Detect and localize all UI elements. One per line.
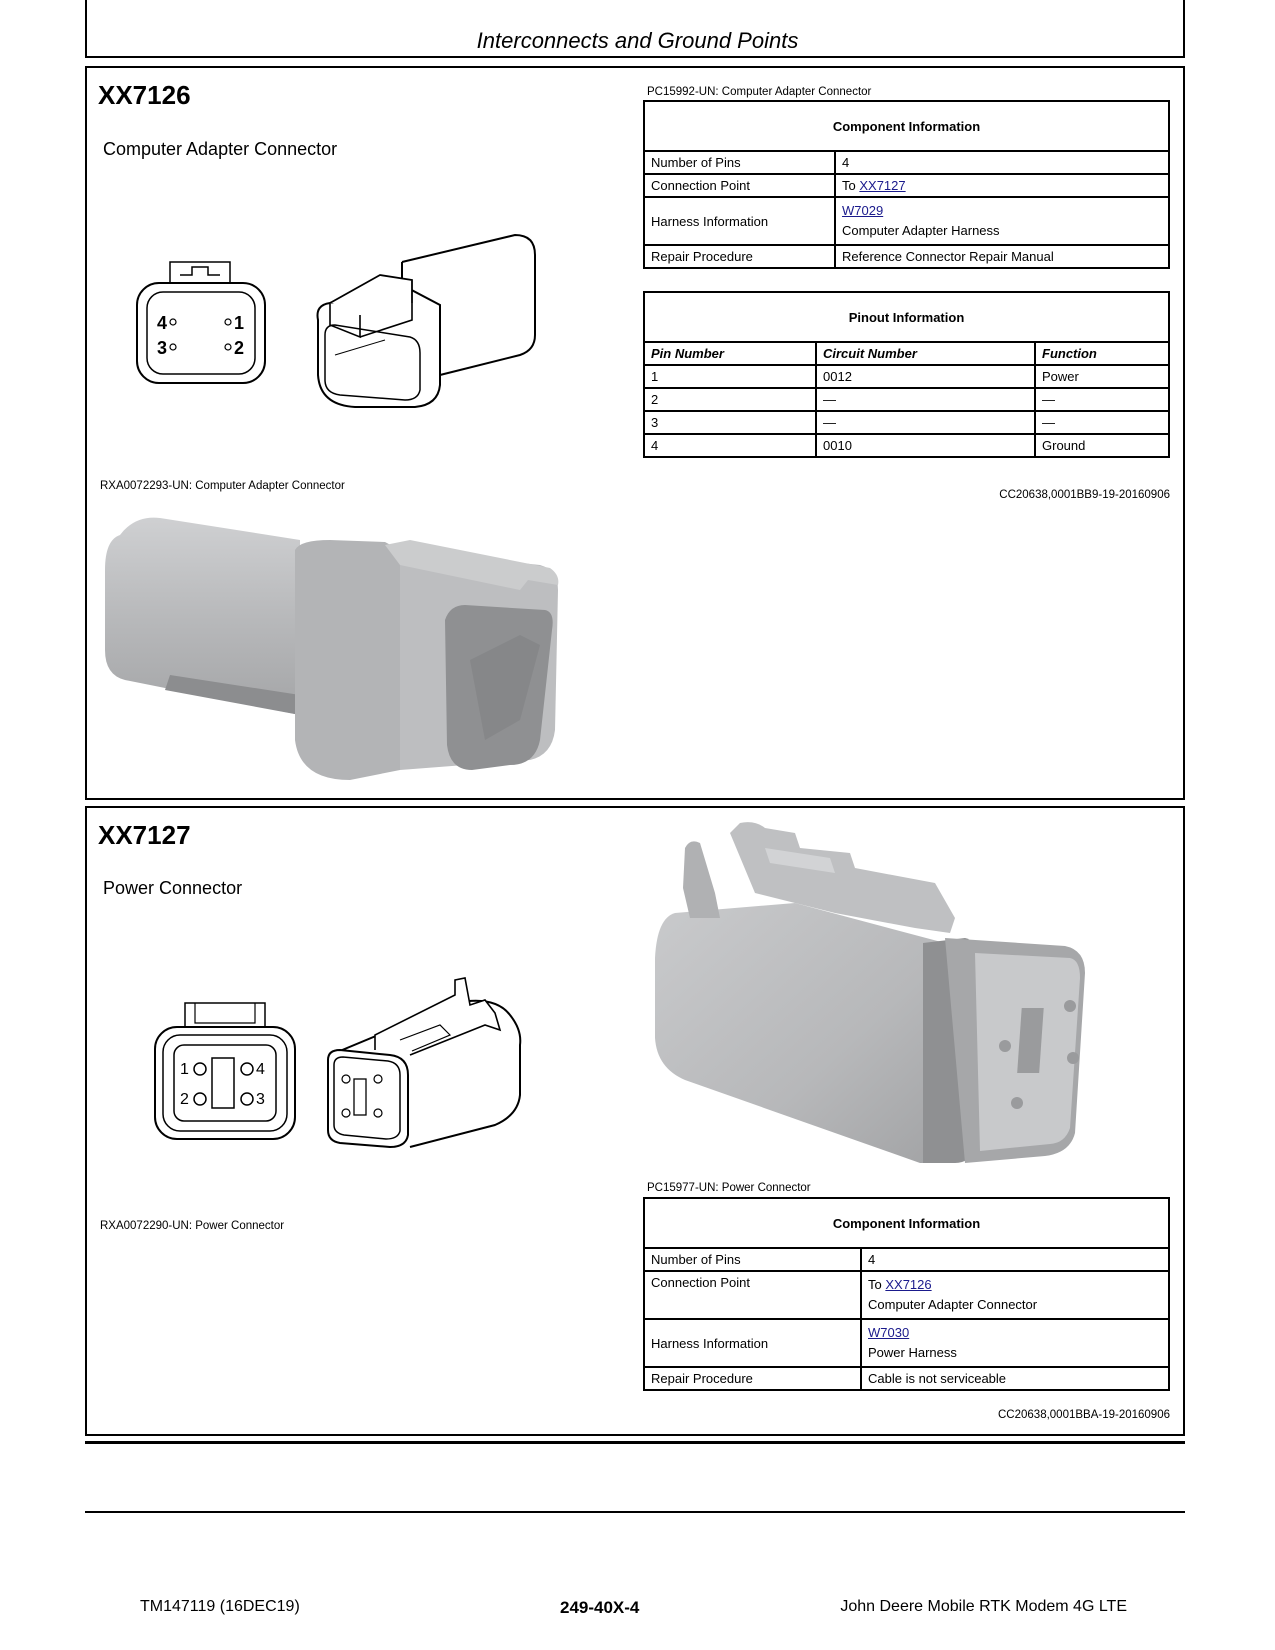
pin-label-4: 4 [256, 1061, 265, 1078]
table-row [644, 1367, 1169, 1390]
cell: — [1035, 388, 1169, 411]
row-value: Power Harness [868, 1345, 957, 1360]
column-header: Circuit Number [816, 342, 1035, 365]
cell: — [816, 388, 1035, 411]
row-prefix: To [868, 1277, 882, 1292]
table-row [644, 151, 1169, 174]
connector-drawing-xx7127 [150, 975, 530, 1150]
pin-label-3: 3 [157, 338, 168, 358]
pin-label-1: 1 [234, 313, 245, 333]
column-header: Pin Number [644, 342, 816, 365]
row-prefix: To [842, 178, 856, 193]
connection-link-xx7126[interactable]: XX7126 [885, 1277, 932, 1292]
photo-caption: PC15977-UN: Power Connector [647, 1182, 811, 1194]
cell: 0010 [816, 434, 1035, 457]
table-header-row [644, 342, 1169, 365]
table-row [644, 1248, 1169, 1271]
component-info-table-xx7126 [643, 100, 1170, 269]
divider [85, 1441, 1185, 1444]
cell: Ground [1035, 434, 1169, 457]
table-row [644, 174, 1169, 197]
footer-doc-id: TM147119 (16DEC19) [140, 1598, 300, 1615]
cell: 2 [644, 388, 816, 411]
table-row [644, 197, 1169, 245]
row-label: Connection Point [644, 174, 835, 197]
pin-label-1: 1 [180, 1061, 189, 1078]
reference-code: CC20638,0001BBA-19-20160906 [998, 1409, 1170, 1421]
reference-code: CC20638,0001BB9-19-20160906 [999, 489, 1170, 501]
table-heading: Pinout Information [644, 292, 1169, 342]
page-header-title: Interconnects and Ground Points [476, 28, 799, 53]
photo-caption: PC15992-UN: Computer Adapter Connector [647, 86, 872, 98]
table-row [644, 1319, 1169, 1367]
table-row [644, 411, 1169, 434]
cell: 1 [644, 365, 816, 388]
row-label: Number of Pins [644, 151, 835, 174]
table-heading: Component Information [644, 1198, 1169, 1248]
row-label: Repair Procedure [644, 1367, 861, 1390]
row-value: Reference Connector Repair Manual [835, 245, 1169, 268]
table-row [644, 245, 1169, 268]
row-value: Computer Adapter Connector [868, 1297, 1038, 1312]
column-header: Function [1035, 342, 1169, 365]
row-label: Harness Information [644, 197, 835, 245]
cell: Power [1035, 365, 1169, 388]
harness-link-w7030[interactable]: W7030 [868, 1325, 910, 1340]
cell: — [816, 411, 1035, 434]
row-label: Number of Pins [644, 1248, 861, 1271]
connector-photo-xx7126 [100, 510, 570, 790]
row-value: 4 [861, 1248, 1169, 1271]
footer-page-number: 249-40X-4 [560, 1598, 640, 1617]
table-row [644, 1271, 1169, 1319]
row-value: Computer Adapter Harness [842, 223, 1000, 238]
section-subtitle: Computer Adapter Connector [103, 139, 338, 159]
harness-link-w7029[interactable]: W7029 [842, 203, 884, 218]
table-row [644, 365, 1169, 388]
row-value: 4 [835, 151, 1169, 174]
connection-link-xx7127[interactable]: XX7127 [859, 178, 906, 193]
pin-label-3: 3 [256, 1091, 265, 1108]
pinout-info-table-xx7126 [643, 291, 1170, 458]
component-info-table-xx7127 [643, 1197, 1170, 1391]
pin-label-4: 4 [157, 313, 168, 333]
section-subtitle: Power Connector [103, 878, 243, 898]
table-heading: Component Information [644, 101, 1169, 151]
pin-label-2: 2 [180, 1091, 189, 1108]
cell: 4 [644, 434, 816, 457]
drawing-caption: RXA0072293-UN: Computer Adapter Connector [100, 480, 345, 492]
table-row [644, 434, 1169, 457]
pin-label-2: 2 [234, 338, 245, 358]
row-label: Repair Procedure [644, 245, 835, 268]
section-id: XX7126 [98, 80, 191, 110]
drawing-caption: RXA0072290-UN: Power Connector [100, 1220, 285, 1232]
table-row [644, 388, 1169, 411]
cell: — [1035, 411, 1169, 434]
section-id: XX7127 [98, 820, 191, 850]
footer-product: John Deere Mobile RTK Modem 4G LTE [840, 1598, 1127, 1615]
connector-drawing-xx7126 [120, 225, 560, 425]
cell: 0012 [816, 365, 1035, 388]
row-label: Harness Information [644, 1319, 861, 1367]
row-label: Connection Point [644, 1271, 861, 1319]
connector-photo-xx7127 [645, 818, 1105, 1178]
cell: 3 [644, 411, 816, 434]
row-value: Cable is not serviceable [861, 1367, 1169, 1390]
footer-divider [85, 1511, 1185, 1513]
